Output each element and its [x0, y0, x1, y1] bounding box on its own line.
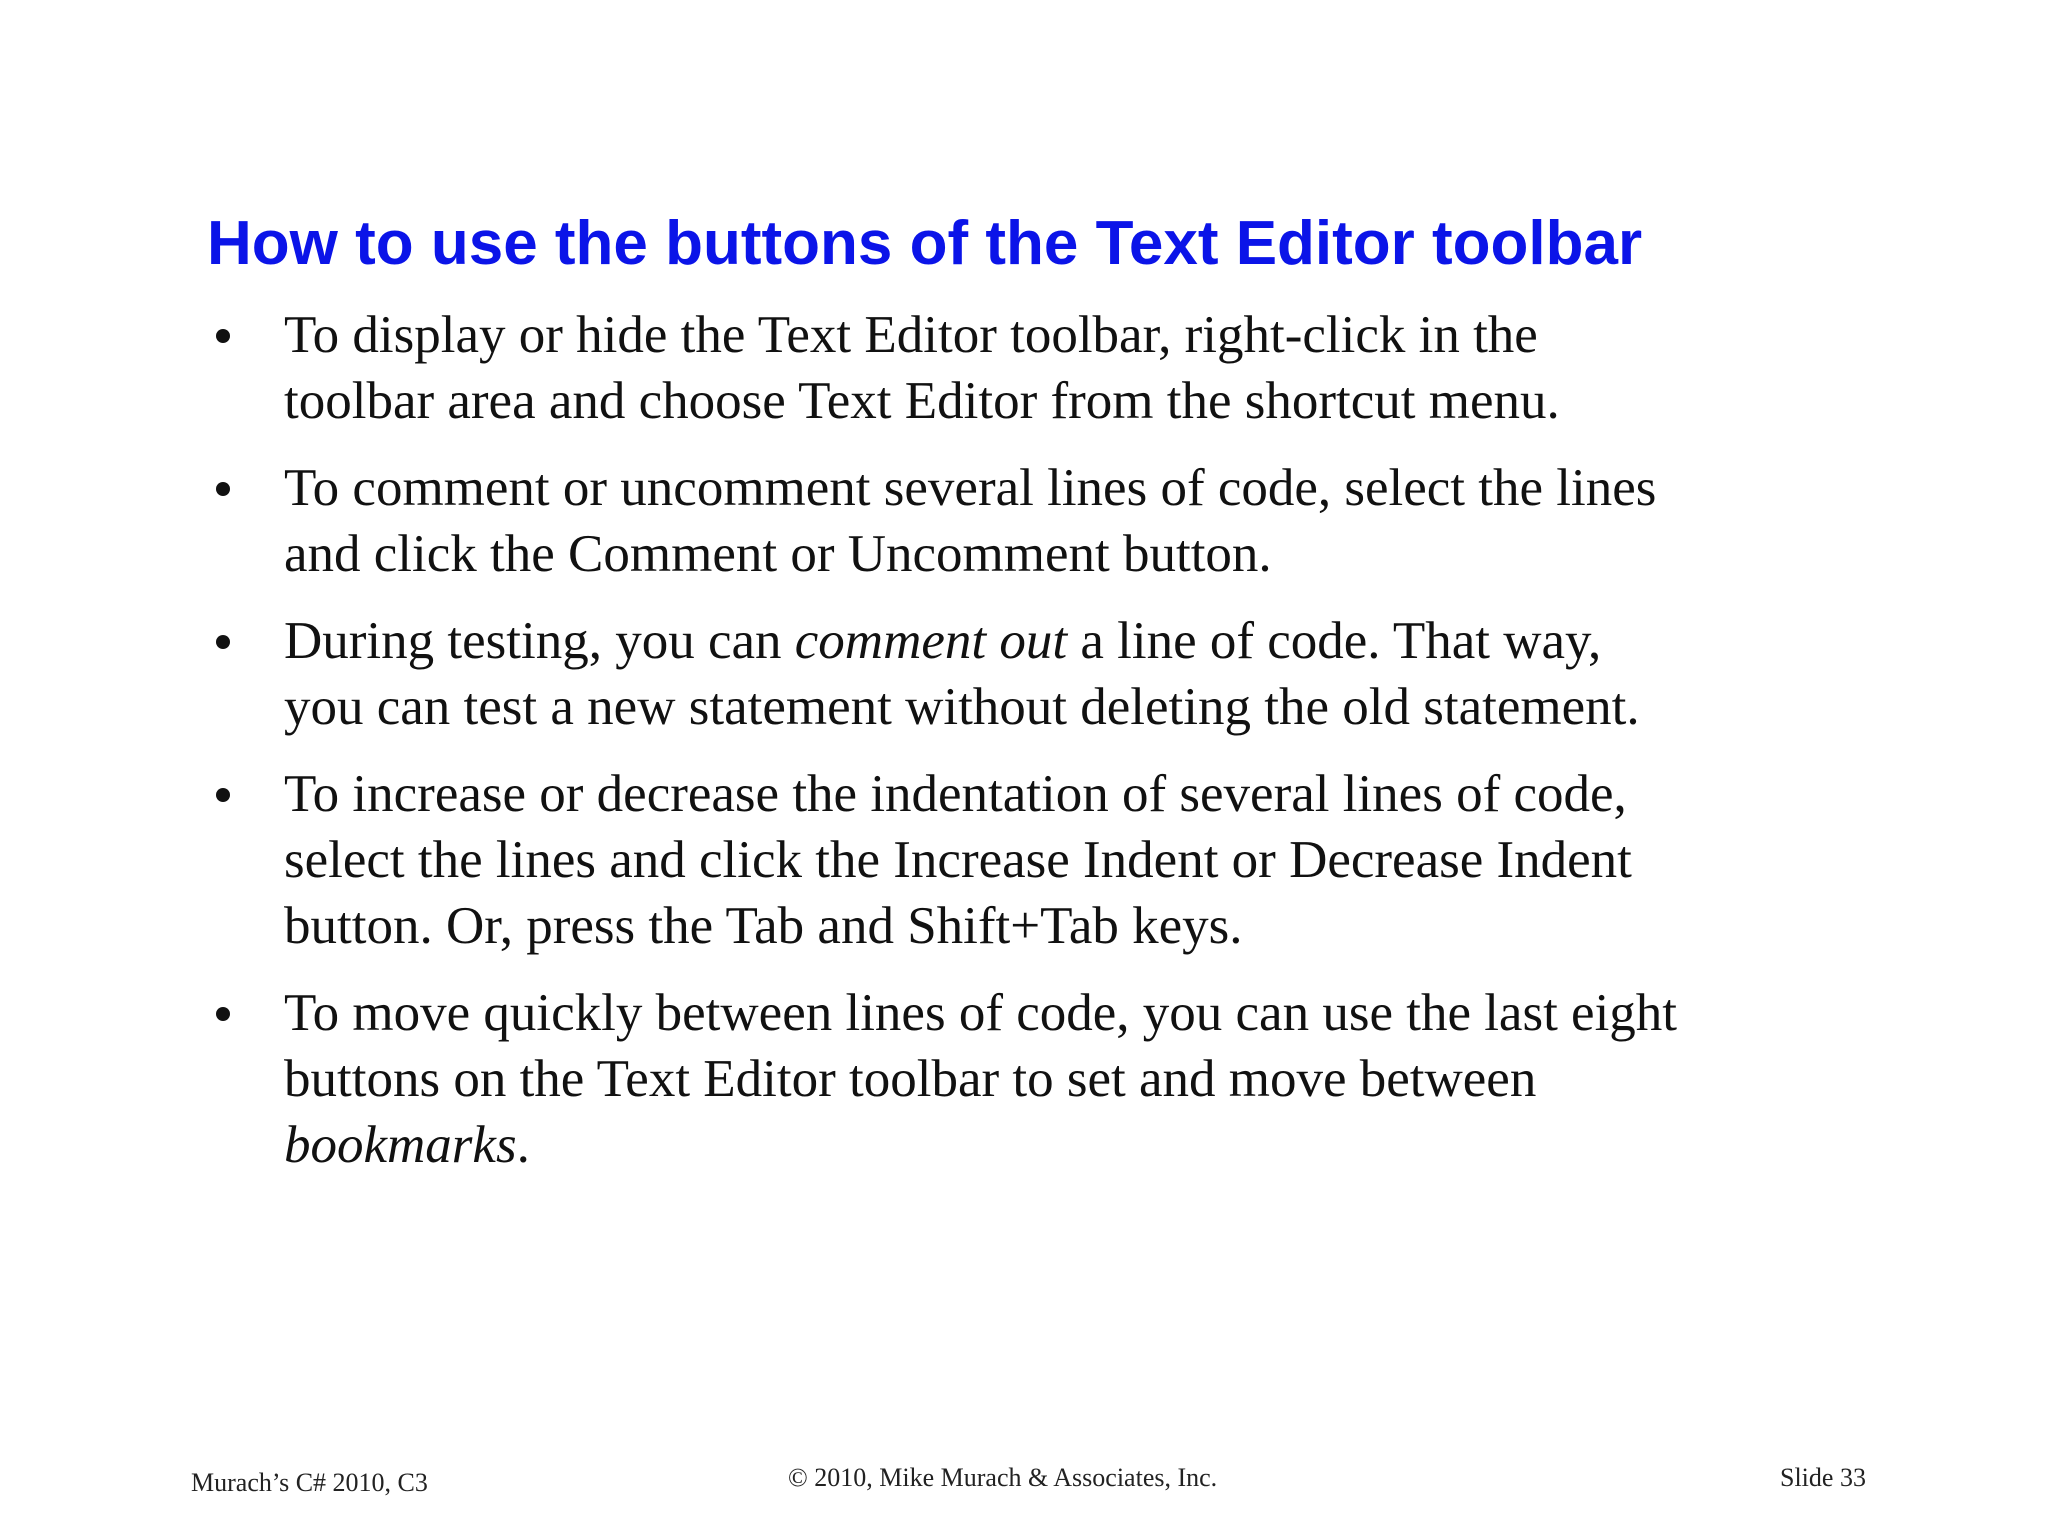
footer-book-title: Murach’s C# 2010, C3 [191, 1468, 428, 1497]
bullet-line [284, 608, 1800, 674]
bullet-icon [216, 788, 230, 802]
bullet-text: a line of code. That way, [1067, 612, 1602, 670]
bullet-line: buttons on the Text Editor toolbar to set and move between [284, 1050, 1537, 1108]
bullet-item [200, 608, 1800, 740]
footer-copyright: © 2010, Mike Murach & Associates, Inc. [788, 1463, 1218, 1492]
bullet-text: During testing, you can [284, 612, 795, 670]
slide-title: How to use the buttons of the Text Editor toolbar [207, 209, 1643, 278]
bullet-line: To comment or uncomment several lines of code, select the lines [284, 459, 1657, 517]
bullet-line: toolbar area and choose Text Editor from the shortcut menu. [284, 372, 1560, 430]
bullet-item [200, 302, 1800, 434]
bullet-line: and click the Comment or Uncomment button. [284, 525, 1272, 583]
bullet-line: you can test a new statement without deleting the old statement. [284, 678, 1640, 736]
bullet-item [200, 761, 1800, 959]
bullet-item [200, 455, 1800, 587]
bullet-list [200, 302, 1800, 1199]
bullet-line: button. Or, press the Tab and Shift+Tab keys. [284, 897, 1243, 955]
bullet-line: To increase or decrease the indentation of several lines of code, [284, 765, 1627, 823]
italic-term: comment out [794, 612, 1068, 670]
bullet-icon [216, 635, 230, 649]
italic-term: bookmarks [284, 1116, 517, 1174]
bullet-icon [216, 329, 230, 343]
bullet-line: select the lines and click the Increase Indent or Decrease Indent [284, 831, 1632, 889]
bullet-line [284, 1112, 1800, 1178]
bullet-icon [216, 482, 230, 496]
bullet-line: To display or hide the Text Editor toolbar, right-click in the [284, 306, 1538, 364]
bullet-icon [216, 1007, 230, 1021]
footer-slide-number: Slide 33 [1780, 1463, 1866, 1492]
bullet-text: . [516, 1116, 530, 1174]
bullet-item [200, 980, 1800, 1178]
bullet-line: To move quickly between lines of code, you can use the last eight [284, 984, 1678, 1042]
